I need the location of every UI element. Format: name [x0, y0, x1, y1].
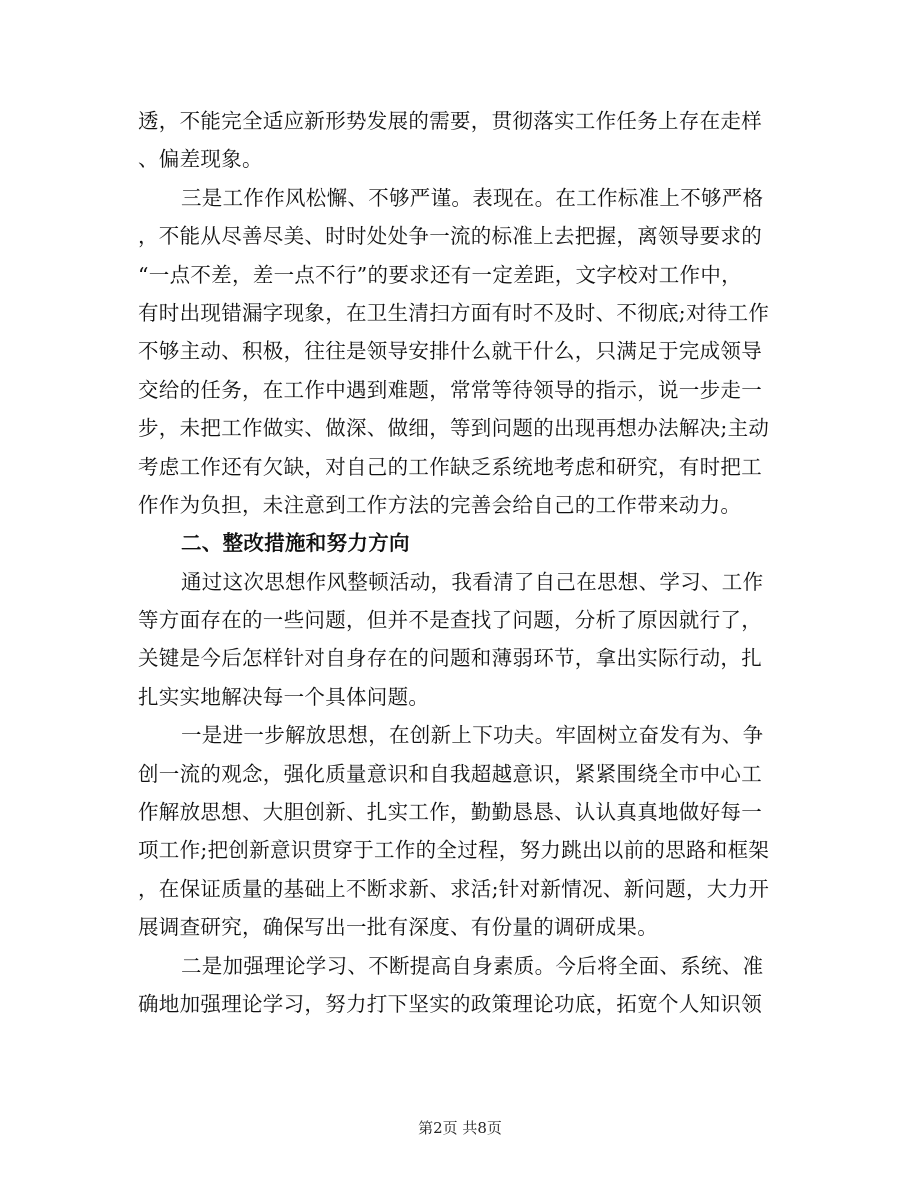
text-line: 考虑工作还有欠缺，对自己的工作缺乏系统地考虑和研究，有时把工 [138, 454, 762, 479]
text-line: 作作为负担，未注意到工作方法的完善会给自己的工作带来动力。 [138, 492, 742, 517]
text-line: ，不能从尽善尽美、时时处处争一流的标准上去把握，离领导要求的 [138, 224, 762, 249]
text-line: 等方面存在的一些问题，但并不是查找了问题，分析了原因就行了， [138, 608, 762, 633]
text-line: 关键是今后怎样针对自身存在的问题和薄弱环节，拿出实际行动，扎 [138, 646, 762, 671]
paragraph-start-line: 三是工作作风松懈、不够严谨。表现在。在工作标准上不够严格 [181, 185, 764, 210]
paragraph-start-line: 二是加强理论学习、不断提高自身素质。今后将全面、系统、准 [181, 953, 764, 978]
body-text [138, 102, 780, 1023]
text-line: ，在保证质量的基础上不断求新、求活;针对新情况、新问题，大力开 [138, 876, 770, 901]
text-line: 展调查研究，确保写出一批有深度、有份量的调研成果。 [138, 915, 658, 940]
text-line: 交给的任务，在工作中遇到难题，常常等待领导的指示，说一步走一 [138, 377, 762, 402]
text-line: 步，未把工作做实、做深、做细，等到问题的出现再想办法解决;主动 [138, 416, 770, 441]
text-line: 作解放思想、大胆创新、扎实工作，勤勤恳恳、认认真真地做好每一 [138, 800, 762, 825]
text-line: 透，不能完全适应新形势发展的需要，贯彻落实工作任务上存在走样 [138, 109, 762, 133]
text-line: 、偏差现象。 [138, 147, 263, 172]
page-number-footer: 第2页 共8页 [418, 1119, 502, 1137]
section-heading: 二、整改措施和努力方向 [181, 531, 410, 556]
text-line: 创一流的观念，强化质量意识和自我超越意识，紧紧围绕全市中心工 [138, 761, 762, 786]
text-line: 不够主动、积极，往往是领导安排什么就干什么，只满足于完成领导 [138, 339, 762, 364]
paragraph-start-line: 通过这次思想作风整顿活动，我看清了自己在思想、学习、工作 [181, 569, 764, 594]
text-line: 扎实实地解决每一个具体问题。 [138, 684, 430, 709]
paragraph-start-line: 一是进一步解放思想，在创新上下功夫。牢固树立奋发有为、争 [181, 723, 764, 748]
text-line: 项工作;把创新意识贯穿于工作的全过程，努力跳出以前的思路和框架 [138, 838, 770, 863]
text-line: 有时出现错漏字现象，在卫生清扫方面有时不及时、不彻底;对待工作 [138, 300, 770, 325]
text-line: 确地加强理论学习，努力打下坚实的政策理论功底，拓宽个人知识领 [138, 991, 762, 1016]
text-line: “一点不差，差一点不行”的要求还有一定差距，文字校对工作中， [138, 262, 742, 287]
